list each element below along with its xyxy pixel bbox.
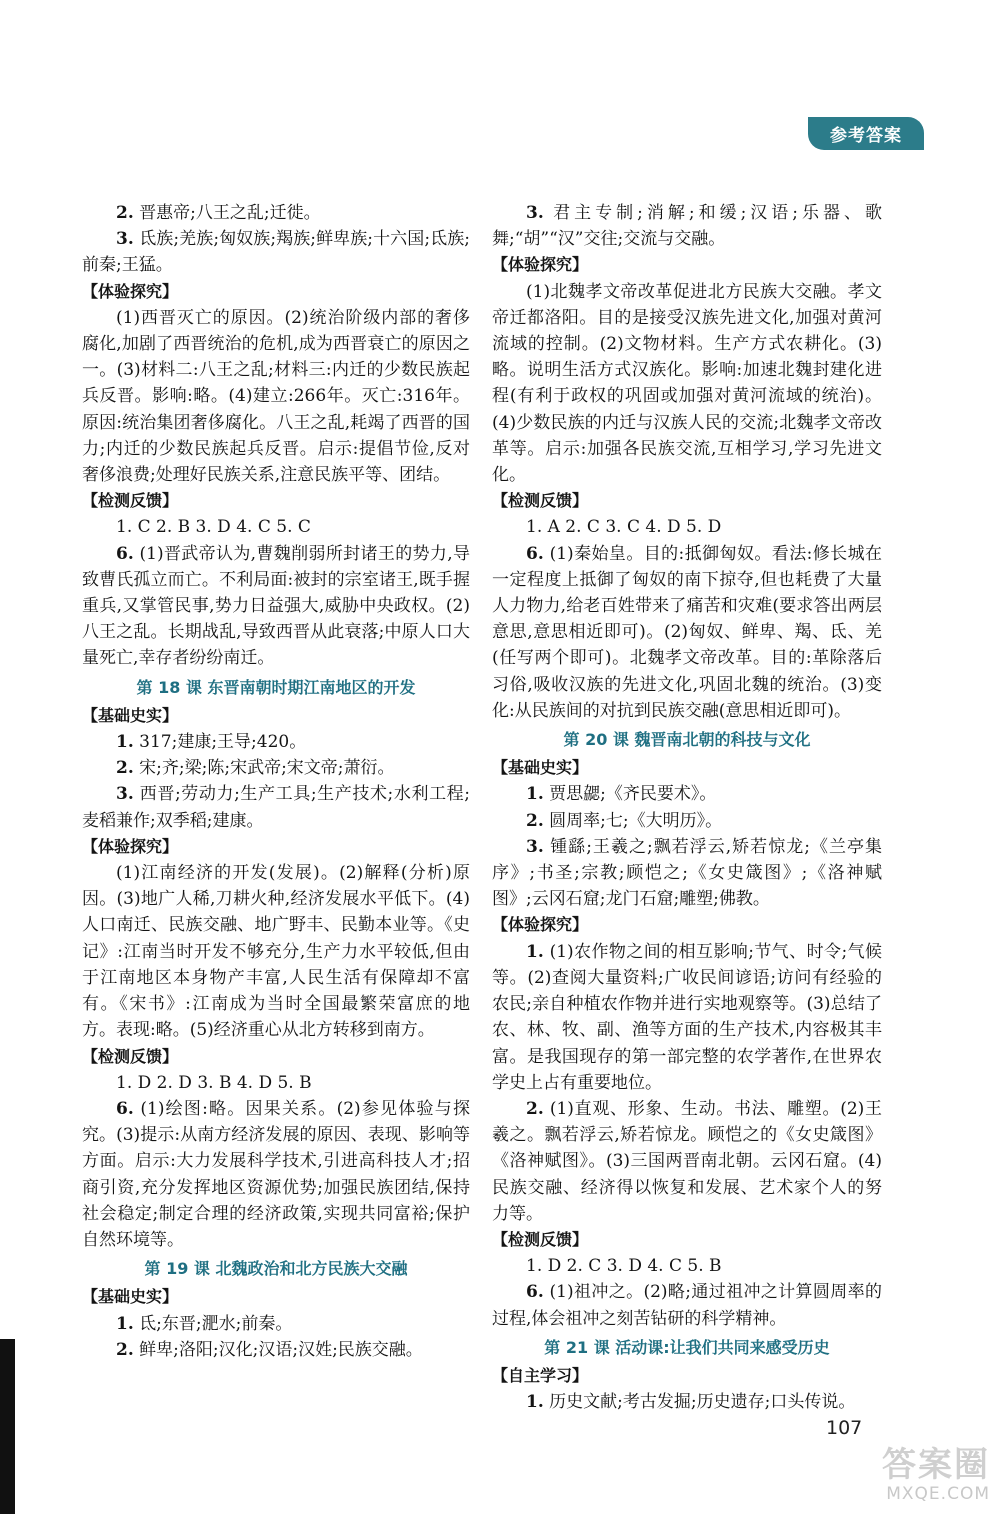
answer-paragraph [82, 1337, 470, 1363]
page-number: 107 [826, 1417, 863, 1439]
answer-paragraph [82, 514, 470, 540]
section-heading-text: 【体验探究】 [492, 255, 589, 275]
answer-text: 君主专制;消解;和缓;汉语;乐器、歌舞;“胡”“汉”交往;交流与交融。 [492, 203, 882, 250]
question-number: 1. [526, 1392, 544, 1413]
answer-text: (1)直观、形象、生动。书法、雕塑。(2)王羲之。飘若浮云,矫若惊龙。顾恺之的《女史箴图》《洛神赋图》。(3)三国两晋南北朝。云冈石窟。(4)民族交融、经济得以恢复和发展、艺术家个人的努力等。 [492, 1098, 882, 1224]
question-number: 2. [116, 203, 134, 223]
answer-paragraph [82, 1096, 470, 1253]
lesson-title [82, 675, 470, 701]
question-number: 6. [116, 543, 134, 564]
answer-text: 宋;齐;梁;陈;宋武帝;宋文帝;萧衍。 [139, 758, 395, 779]
lesson-title [492, 1335, 882, 1361]
section-heading-text: 【体验探究】 [492, 915, 589, 935]
answer-text: (1)秦始皇。目的:抵御匈奴。看法:修长城在一定程度上抵御了匈奴的南下掠夺,但也耗费了大量人力物力,给老百姓带来了痛苦和灾难(要求答出两层意思,意思相近即可)。(2)匈奴、鲜卑、羯、氐、羌(任写两个即可)。北魏孝文帝改革。目的:革除落后习俗,吸收汉族的先进文化,巩固北魏的统治。(3)变化:从民族间的对抗到民族交融(意思相近即可)。 [492, 543, 882, 721]
question-number: 6. [116, 1098, 134, 1119]
answer-paragraph [82, 541, 470, 672]
lesson-title-text: 第 19 课 北魏政治和北方民族大交融 [144, 1259, 408, 1279]
lesson-title [492, 727, 882, 753]
answer-paragraph [492, 514, 882, 540]
watermark [830, 1440, 990, 1510]
answer-paragraph [492, 939, 882, 1096]
question-number: 2. [116, 1339, 134, 1360]
scan-edge-shadow [0, 1339, 15, 1514]
section-heading-text: 【自主学习】 [492, 1365, 589, 1385]
answer-text: 1. A 2. C 3. C 4. D 5. D [526, 517, 722, 538]
answer-text: (1)祖冲之。(2)略;通过祖冲之计算圆周率的过程,体会祖冲之刻苦钻研的科学精神。 [492, 1282, 883, 1329]
question-number: 2. [116, 758, 134, 779]
answer-paragraph [492, 1389, 882, 1415]
answer-paragraph [82, 781, 470, 833]
answer-text: 锺繇;王羲之;飘若浮云,矫若惊龙;《兰亭集序》;书圣;宗教;顾恺之;《女史箴图》;《洛神赋图》;云冈石窟;龙门石窟;雕塑;佛教。 [492, 836, 882, 910]
answer-text: 西晋;劳动力;生产工具;生产技术;水利工程;麦稻兼作;双季稻;建康。 [82, 784, 471, 831]
section-heading-text: 【基础史实】 [492, 758, 589, 778]
answer-paragraph [492, 279, 882, 489]
section-heading [82, 1044, 470, 1070]
answer-paragraph [82, 860, 470, 1043]
lesson-title [82, 1256, 470, 1282]
lesson-title-text: 第 18 课 东晋南朝时期江南地区的开发 [136, 677, 416, 697]
answer-text: 氐族;羌族;匈奴族;羯族;鲜卑族;十六国;氐族;前秦;王猛。 [82, 229, 471, 276]
section-heading-text: 【检测反馈】 [82, 491, 179, 511]
section-heading [82, 279, 470, 305]
section-heading [492, 252, 882, 278]
answer-paragraph [82, 1311, 470, 1337]
question-number: 3. [526, 203, 544, 223]
lesson-title-text: 第 21 课 活动课:让我们共同来感受历史 [544, 1337, 830, 1357]
section-heading [492, 755, 882, 781]
question-number: 3. [116, 229, 134, 250]
question-number: 3. [526, 836, 544, 857]
section-heading [492, 1363, 882, 1389]
answer-text: 晋惠帝;八王之乱;迁徙。 [139, 203, 321, 223]
section-heading [492, 1227, 882, 1253]
watermark-url: MXQE.COM [886, 1484, 990, 1504]
section-heading-text: 【检测反馈】 [82, 1046, 179, 1066]
section-heading-text: 【基础史实】 [82, 705, 179, 725]
lesson-title-text: 第 20 课 魏晋南北朝的科技与文化 [563, 730, 811, 750]
question-number: 1. [116, 1313, 134, 1334]
answer-text: (1)农作物之间的相互影响;节气、时令;气候等。(2)查阅大量资料;广收民间谚语;访问有经验的农民;亲自种植农作物并进行实地观察等。(3)总结了农、林、牧、副、渔等方面的生产技术,内容极其丰富。是我国现存的第一部完整的农学著作,在世界农学史上占有重要地位。 [492, 941, 882, 1093]
question-number: 2. [526, 1098, 544, 1119]
answer-text: (1)北魏孝文帝改革促进北方民族大交融。孝文帝迁都洛阳。目的是接受汉族先进文化,加强对黄河流域的控制。(2)文物材料。生产方式农耕化。(3)略。说明生活方式汉族化。影响:加速北魏封建化进程(有利于政权的巩固或加强对黄河流域的统治)。(4)少数民族的内迁与汉族人民的交流;北魏孝文帝改革等。启示:加强各民族交流,互相学习,学习先进文化。 [492, 281, 882, 486]
answer-paragraph [492, 1253, 882, 1279]
answer-paragraph [492, 200, 882, 252]
answer-paragraph [82, 226, 470, 278]
question-number: 2. [526, 810, 544, 831]
answer-paragraph [492, 781, 882, 807]
section-heading [82, 1284, 470, 1310]
answer-paragraph [82, 200, 470, 226]
question-number: 1. [116, 732, 134, 753]
question-number: 1. [526, 941, 544, 962]
answer-paragraph [492, 834, 882, 913]
answer-paragraph [82, 1070, 470, 1096]
answer-paragraph [492, 541, 882, 724]
section-heading [82, 488, 470, 514]
answer-text: 1. C 2. B 3. D 4. C 5. C [116, 517, 311, 538]
section-heading [492, 912, 882, 938]
section-heading-text: 【检测反馈】 [492, 1229, 589, 1249]
question-number: 6. [526, 1282, 544, 1303]
answer-text: 317;建康;王导;420。 [139, 732, 307, 753]
answer-paragraph [82, 305, 470, 488]
answer-paragraph [82, 755, 470, 781]
question-number: 6. [526, 543, 544, 564]
right-column [492, 200, 882, 1415]
section-heading-text: 【检测反馈】 [492, 491, 589, 511]
answer-paragraph [492, 1096, 882, 1227]
answer-text: (1)晋武帝认为,曹魏削弱所封诸王的势力,导致曹氏孤立而亡。不利局面:被封的宗室诸王,既手握重兵,又掌管民事,势力日益强大,威胁中央政权。(2)八王之乱。长期战乱,导致西晋从此衰落;中原人口大量死亡,幸存者纷纷南迁。 [82, 543, 471, 669]
answer-text: 贾思勰;《齐民要术》。 [549, 784, 717, 805]
answer-key-tab [808, 117, 924, 150]
section-heading-text: 【体验探究】 [82, 281, 179, 301]
answer-paragraph [82, 729, 470, 755]
left-column [82, 200, 470, 1363]
section-heading-text: 【体验探究】 [82, 836, 179, 856]
question-number: 3. [116, 784, 134, 805]
answer-text: 氐;东晋;淝水;前秦。 [139, 1313, 293, 1334]
section-heading-text: 【基础史实】 [82, 1287, 179, 1307]
section-heading [492, 488, 882, 514]
answer-text: 圆周率;七;《大明历》。 [549, 810, 723, 831]
answer-text: 历史文献;考古发掘;历史遗存;口头传说。 [549, 1392, 856, 1413]
answer-paragraph [492, 808, 882, 834]
answer-key-tab-label: 参考答案 [830, 126, 902, 146]
answer-paragraph [492, 1279, 882, 1331]
answer-text: (1)江南经济的开发(发展)。(2)解释(分析)原因。(3)地广人稀,刀耕火种,经济发展水平低下。(4)人口南迁、民族交融、地广野丰、民勤本业等。《史记》:江南当时开发不够充分,生产力水平较低,但由于江南地区本身物产丰富,人民生活有保障却不富有。《宋书》:江南成为当时全国最繁荣富庶的地方。表现:略。(5)经济重心从北方转移到南方。 [82, 863, 470, 1041]
watermark-logo: 答案圈 [882, 1445, 990, 1485]
section-heading [82, 703, 470, 729]
answer-text: (1)绘图:略。因果关系。(2)参见体验与探究。(3)提示:从南方经济发展的原因、表现、影响等方面。启示:大力发展科学技术,引进高科技人才;招商引资,充分发挥地区资源优势;加强民族团结,保持社会稳定;制定合理的经济政策,实现共同富裕;保护自然环境等。 [82, 1098, 470, 1250]
answer-text: 鲜卑;洛阳;汉化;汉语;汉姓;民族交融。 [139, 1339, 423, 1360]
question-number: 1. [526, 784, 544, 805]
answer-text: (1)西晋灭亡的原因。(2)统治阶级内部的奢侈腐化,加剧了西晋统治的危机,成为西晋衰亡的原因之一。(3)材料二:八王之乱;材料三:内迁的少数民族起兵反晋。影响:略。(4)建立:266年。灭亡:316年。原因:统治集团奢侈腐化。八王之乱,耗竭了西晋的国力;内迁的少数民族起兵反晋。启示:提倡节俭,反对奢侈浪费;处理好民族关系,注意民族平等、团结。 [82, 307, 470, 486]
answer-text: 1. D 2. C 3. D 4. C 5. B [526, 1256, 722, 1277]
section-heading [82, 834, 470, 860]
answer-text: 1. D 2. D 3. B 4. D 5. B [116, 1072, 312, 1093]
